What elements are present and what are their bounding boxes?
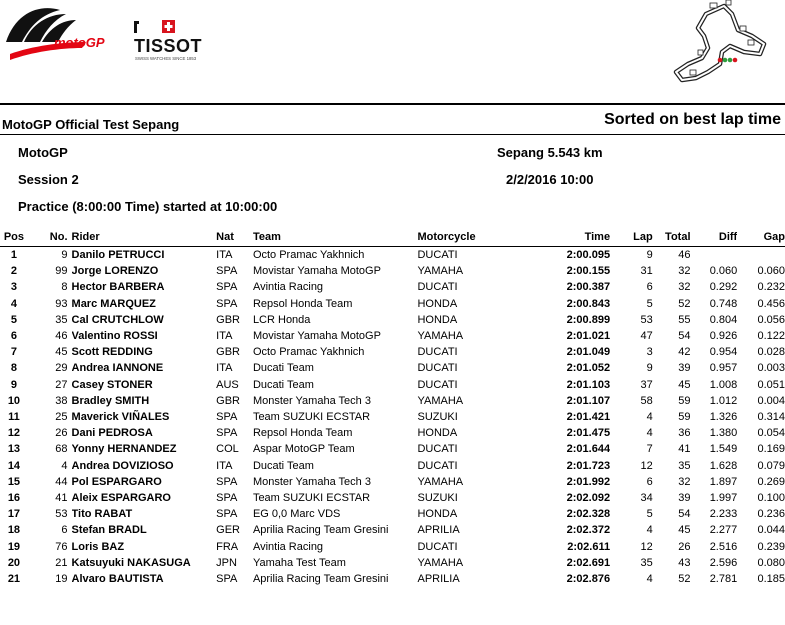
cell-rider: Andrea IANNONE (71, 362, 164, 375)
cell-rider: Pol ESPARGARO (71, 475, 162, 488)
cell-nat: SPA (216, 427, 238, 440)
practice-line: Practice (8:00:00 Time) started at 10:00:00 (18, 199, 278, 214)
cell-time: 2:02.092 (566, 492, 611, 505)
cell-diff: 0.060 (709, 265, 738, 278)
cell-rider: Aleix ESPARGARO (71, 492, 171, 505)
cell-rider: Danilo PETRUCCI (71, 249, 165, 261)
cell-lap: 4 (646, 524, 653, 537)
cell-team: Octo Pramac Yakhnich (252, 346, 365, 359)
cell-rider: Bradley SMITH (71, 394, 150, 407)
cell-diff: 0.804 (709, 313, 738, 326)
cell-gap: 0.051 (757, 378, 785, 391)
cell-lap: 7 (646, 443, 653, 456)
col-header-motorcycle: Motorcycle (417, 231, 476, 243)
col-header-diff: Diff (718, 231, 738, 243)
session-name: Session 2 (18, 172, 79, 187)
cell-nat: SPA (216, 492, 238, 505)
cell-lap: 4 (646, 427, 653, 440)
cell-rider: Loris BAZ (71, 540, 125, 553)
cell-number: 4 (61, 459, 68, 472)
cell-nat: SPA (216, 573, 238, 586)
cell-diff: 2.277 (709, 524, 738, 537)
motogp-logo-text: motoGP (54, 35, 105, 50)
table-row (0, 279, 785, 295)
cell-nat: SPA (216, 411, 238, 424)
cell-motorcycle: YAMAHA (417, 475, 464, 488)
table-row (0, 490, 785, 506)
cell-nat: GBR (216, 313, 240, 326)
cell-team: Octo Pramac Yakhnich (252, 249, 365, 261)
cell-total: 52 (678, 573, 691, 586)
cell-nat: SPA (216, 475, 238, 488)
cell-nat: GBR (216, 346, 240, 359)
cell-team: Yamaha Test Team (252, 556, 346, 569)
cell-time: 2:00.155 (566, 265, 611, 278)
cell-pos: 15 (7, 475, 21, 488)
cell-gap: 0.054 (757, 427, 785, 440)
cell-team: Avintia Racing (252, 540, 324, 553)
title-rule-bottom (0, 134, 785, 135)
table-row (0, 441, 785, 457)
cell-motorcycle: DUCATI (417, 346, 458, 359)
col-header-time: Time (584, 231, 611, 243)
cell-pos: 5 (10, 313, 17, 326)
sort-label: Sorted on best lap time (604, 111, 781, 128)
cell-motorcycle: SUZUKI (417, 411, 458, 424)
cell-nat: SPA (216, 281, 238, 294)
cell-lap: 47 (640, 330, 653, 343)
table-row (0, 360, 785, 376)
cell-rider: Dani PEDROSA (71, 427, 153, 440)
cell-gap: 0.080 (757, 556, 785, 569)
cell-diff (691, 247, 738, 264)
cell-gap: 0.060 (757, 265, 785, 278)
cell-gap: 0.169 (757, 443, 785, 456)
cell-number: 46 (55, 330, 68, 343)
cell-diff: 1.012 (709, 394, 738, 407)
cell-gap: 0.004 (757, 394, 785, 407)
cell-number: 93 (55, 297, 68, 310)
cell-pos: 16 (7, 492, 21, 505)
cell-total: 59 (678, 394, 691, 407)
table-row (0, 312, 785, 328)
col-header-team: Team (252, 231, 281, 243)
cell-diff: 1.897 (709, 475, 738, 488)
cell-team: Aprilia Racing Team Gresini (252, 573, 389, 586)
cell-diff: 1.380 (709, 427, 738, 440)
cell-lap: 5 (646, 508, 653, 521)
cell-total: 32 (678, 475, 691, 488)
motogp-logo (2, 2, 124, 64)
cell-nat: ITA (216, 330, 233, 343)
cell-total: 41 (678, 443, 691, 456)
cell-total: 45 (678, 524, 691, 537)
cell-nat: SPA (216, 508, 238, 521)
cell-motorcycle: DUCATI (417, 443, 458, 456)
cell-time: 2:00.095 (566, 249, 611, 261)
cell-time: 2:00.899 (566, 313, 611, 326)
cell-diff: 1.008 (709, 378, 738, 391)
cell-total: 54 (678, 330, 691, 343)
cell-rider: Andrea DOVIZIOSO (71, 459, 174, 472)
cell-number: 29 (55, 362, 68, 375)
cell-lap: 37 (640, 378, 653, 391)
cell-motorcycle: DUCATI (417, 540, 458, 553)
cell-team: LCR Honda (252, 313, 311, 326)
cell-number: 21 (55, 556, 68, 569)
cell-team: Aspar MotoGP Team (252, 443, 355, 456)
cell-diff: 2.596 (709, 556, 738, 569)
cell-lap: 6 (646, 475, 653, 488)
cell-motorcycle: HONDA (417, 508, 458, 521)
table-row (0, 247, 785, 264)
cell-number: 68 (55, 443, 68, 456)
cell-number: 44 (55, 475, 68, 488)
cell-nat: ITA (216, 459, 233, 472)
col-header-no: No. (49, 231, 68, 243)
cell-motorcycle: YAMAHA (417, 330, 464, 343)
cell-motorcycle: YAMAHA (417, 556, 464, 569)
cell-total: 26 (678, 540, 691, 553)
cell-lap: 35 (640, 556, 653, 569)
cell-team: Monster Yamaha Tech 3 (252, 394, 371, 407)
cell-pos: 1 (10, 249, 17, 261)
cell-diff: 1.997 (709, 492, 738, 505)
cell-motorcycle: HONDA (417, 427, 458, 440)
cell-motorcycle: HONDA (417, 313, 458, 326)
cell-pos: 4 (10, 297, 17, 310)
table-row (0, 425, 785, 441)
cell-rider: Marc MARQUEZ (71, 297, 156, 310)
cell-total: 36 (678, 427, 691, 440)
cell-pos: 2 (10, 265, 17, 278)
cell-total: 45 (678, 378, 691, 391)
class-name: MotoGP (18, 145, 68, 160)
cell-gap: 0.044 (757, 524, 785, 537)
cell-rider: Alvaro BAUTISTA (71, 573, 164, 586)
cell-lap: 9 (646, 362, 653, 375)
cell-pos: 6 (10, 330, 17, 343)
session-date: 2/2/2016 10:00 (506, 172, 594, 187)
cell-rider: Hector BARBERA (71, 281, 165, 294)
cell-rider: Maverick VIÑALES (71, 411, 170, 424)
cell-time: 2:02.372 (566, 524, 611, 537)
table-row (0, 571, 785, 587)
cell-diff: 0.748 (709, 297, 738, 310)
cell-pos: 14 (7, 459, 21, 472)
cell-team: Movistar Yamaha MotoGP (252, 330, 381, 343)
cell-diff: 2.516 (709, 540, 738, 553)
cell-lap: 5 (646, 297, 653, 310)
cell-nat: ITA (216, 249, 233, 261)
cell-pos: 17 (7, 508, 21, 521)
cell-rider: Scott REDDING (71, 346, 153, 359)
circuit-length: Sepang 5.543 km (497, 145, 603, 160)
cell-gap: 0.122 (757, 330, 785, 343)
cell-gap: 0.003 (757, 362, 785, 375)
cell-time: 2:00.387 (566, 281, 611, 294)
cell-lap: 4 (646, 411, 653, 424)
cell-team: Ducati Team (252, 362, 314, 375)
cell-time: 2:00.843 (566, 297, 611, 310)
cell-pos: 21 (7, 573, 21, 586)
table-row (0, 506, 785, 522)
table-row (0, 263, 785, 279)
results-body (0, 247, 785, 588)
cell-motorcycle: YAMAHA (417, 394, 464, 407)
cell-number: 38 (55, 394, 68, 407)
cell-diff: 0.926 (709, 330, 738, 343)
cell-total: 43 (678, 556, 691, 569)
table-row (0, 328, 785, 344)
cell-time: 2:01.992 (566, 475, 611, 488)
cell-team: Ducati Team (252, 459, 314, 472)
cell-diff: 1.326 (709, 411, 738, 424)
col-header-total: Total (665, 231, 691, 243)
cell-rider: Yonny HERNANDEZ (71, 443, 177, 456)
cell-diff: 2.781 (709, 573, 738, 586)
cell-number: 25 (55, 411, 68, 424)
cell-pos: 19 (7, 540, 21, 553)
col-header-rider: Rider (71, 231, 100, 243)
cell-pos: 11 (8, 411, 20, 424)
cell-rider: Tito RABAT (71, 508, 133, 521)
cell-time: 2:01.475 (566, 427, 611, 440)
cell-lap: 6 (646, 281, 653, 294)
cell-nat: SPA (216, 265, 238, 278)
cell-total: 39 (678, 362, 691, 375)
cell-lap: 4 (646, 573, 653, 586)
cell-lap: 9 (646, 249, 653, 261)
cell-motorcycle: DUCATI (417, 459, 458, 472)
title-rule (0, 103, 785, 105)
cell-total: 52 (678, 297, 691, 310)
cell-total: 32 (678, 281, 691, 294)
cell-lap: 34 (640, 492, 653, 505)
cell-nat: AUS (216, 378, 239, 391)
cell-total: 39 (678, 492, 691, 505)
cell-total: 42 (678, 346, 691, 359)
cell-lap: 12 (640, 540, 653, 553)
cell-time: 2:01.021 (566, 330, 611, 343)
cell-team: Repsol Honda Team (252, 427, 353, 440)
cell-time: 2:01.052 (566, 362, 611, 375)
cell-rider: Cal CRUTCHLOW (71, 313, 164, 326)
cell-nat: ITA (216, 362, 233, 375)
cell-time: 2:02.876 (566, 573, 611, 586)
cell-team: Repsol Honda Team (252, 297, 353, 310)
table-row (0, 344, 785, 360)
cell-number: 41 (55, 492, 68, 505)
event-title: MotoGP Official Test Sepang (2, 117, 180, 132)
cell-number: 26 (55, 427, 68, 440)
cell-nat: FRA (216, 540, 239, 553)
cell-team: Team SUZUKI ECSTAR (252, 492, 371, 505)
cell-total: 32 (678, 265, 691, 278)
cell-nat: JPN (216, 556, 237, 569)
tissot-brand: TISSOT (134, 36, 203, 56)
cell-gap (737, 247, 785, 264)
cell-team: Aprilia Racing Team Gresini (252, 524, 389, 537)
cell-number: 76 (55, 540, 68, 553)
circuit-map-icon (668, 0, 776, 92)
cell-number: 6 (61, 524, 68, 537)
cell-motorcycle: YAMAHA (417, 265, 464, 278)
cell-nat: GER (216, 524, 240, 537)
cell-diff: 1.628 (709, 459, 738, 472)
cell-number: 99 (55, 265, 68, 278)
cell-diff: 0.957 (709, 362, 738, 375)
cell-pos: 8 (10, 362, 17, 375)
cell-rider: Stefan BRADL (71, 524, 147, 537)
cell-gap: 0.232 (757, 281, 785, 294)
cell-motorcycle: APRILIA (417, 524, 460, 537)
cell-gap: 0.314 (757, 411, 785, 424)
cell-gap: 0.185 (757, 573, 785, 586)
cell-nat: COL (216, 443, 239, 456)
cell-pos: 3 (10, 281, 17, 294)
results-table (0, 229, 785, 587)
table-row (0, 458, 785, 474)
cell-team: Team SUZUKI ECSTAR (252, 411, 371, 424)
cell-pos: 10 (7, 394, 21, 407)
cell-total: 46 (678, 249, 691, 261)
cell-time: 2:01.723 (566, 459, 611, 472)
table-row (0, 377, 785, 393)
cell-pos: 18 (7, 524, 21, 537)
cell-time: 2:01.049 (566, 346, 611, 359)
cell-pos: 13 (7, 443, 21, 456)
cell-team: Movistar Yamaha MotoGP (252, 265, 381, 278)
cell-lap: 3 (646, 346, 653, 359)
cell-gap: 0.239 (757, 540, 785, 553)
cell-pos: 12 (7, 427, 21, 440)
cell-number: 35 (55, 313, 68, 326)
cell-total: 54 (678, 508, 691, 521)
cell-diff: 2.233 (709, 508, 738, 521)
table-row (0, 555, 785, 571)
cell-pos: 20 (7, 556, 21, 569)
cell-time: 2:02.328 (566, 508, 611, 521)
cell-team: EG 0,0 Marc VDS (252, 508, 341, 521)
cell-time: 2:01.644 (566, 443, 611, 456)
cell-lap: 53 (640, 313, 653, 326)
cell-number: 27 (55, 378, 68, 391)
tissot-logo (134, 18, 216, 64)
table-row (0, 474, 785, 490)
tissot-tagline: SWISS WATCHES SINCE 1853 (135, 56, 197, 61)
cell-lap: 58 (640, 394, 653, 407)
cell-number: 53 (55, 508, 68, 521)
cell-team: Ducati Team (252, 378, 314, 391)
cell-number: 45 (55, 346, 68, 359)
cell-total: 59 (678, 411, 691, 424)
cell-lap: 31 (640, 265, 653, 278)
cell-rider: Valentino ROSSI (71, 330, 158, 343)
cell-rider: Jorge LORENZO (71, 265, 159, 278)
cell-time: 2:02.611 (567, 540, 611, 553)
cell-diff: 0.954 (709, 346, 738, 359)
cell-team: Monster Yamaha Tech 3 (252, 475, 371, 488)
cell-motorcycle: DUCATI (417, 249, 458, 261)
cell-time: 2:01.103 (566, 378, 611, 391)
cell-gap: 0.456 (757, 297, 785, 310)
col-header-nat: Nat (216, 231, 234, 243)
cell-number: 8 (61, 281, 68, 294)
table-row (0, 296, 785, 312)
cell-gap: 0.100 (757, 492, 785, 505)
cell-pos: 9 (10, 378, 17, 391)
cell-diff: 1.549 (709, 443, 738, 456)
cell-team: Avintia Racing (252, 281, 324, 294)
cell-total: 35 (678, 459, 691, 472)
cell-motorcycle: DUCATI (417, 362, 458, 375)
cell-gap: 0.269 (757, 475, 785, 488)
cell-lap: 12 (640, 459, 653, 472)
col-header-pos: Pos (3, 231, 25, 243)
cell-motorcycle: DUCATI (417, 378, 458, 391)
cell-gap: 0.236 (757, 508, 785, 521)
cell-time: 2:02.691 (566, 556, 611, 569)
table-row (0, 409, 785, 425)
table-row (0, 539, 785, 555)
table-row (0, 522, 785, 538)
cell-time: 2:01.107 (566, 394, 611, 407)
cell-nat: SPA (216, 297, 238, 310)
cell-number: 9 (61, 249, 68, 261)
col-header-gap: Gap (763, 231, 785, 243)
cell-gap: 0.028 (757, 346, 785, 359)
cell-rider: Katsuyuki NAKASUGA (71, 556, 191, 569)
table-row (0, 393, 785, 409)
cell-diff: 0.292 (709, 281, 738, 294)
cell-time: 2:01.421 (566, 411, 611, 424)
cell-motorcycle: SUZUKI (417, 492, 458, 505)
cell-gap: 0.079 (757, 459, 785, 472)
col-header-lap: Lap (633, 231, 653, 243)
cell-motorcycle: APRILIA (417, 573, 460, 586)
cell-gap: 0.056 (757, 313, 785, 326)
cell-motorcycle: DUCATI (417, 281, 458, 294)
cell-rider: Casey STONER (71, 378, 153, 391)
cell-number: 19 (55, 573, 68, 586)
results-header-row (0, 229, 785, 247)
cell-motorcycle: HONDA (417, 297, 458, 310)
cell-pos: 7 (10, 346, 17, 359)
cell-total: 55 (678, 313, 691, 326)
cell-nat: GBR (216, 394, 240, 407)
